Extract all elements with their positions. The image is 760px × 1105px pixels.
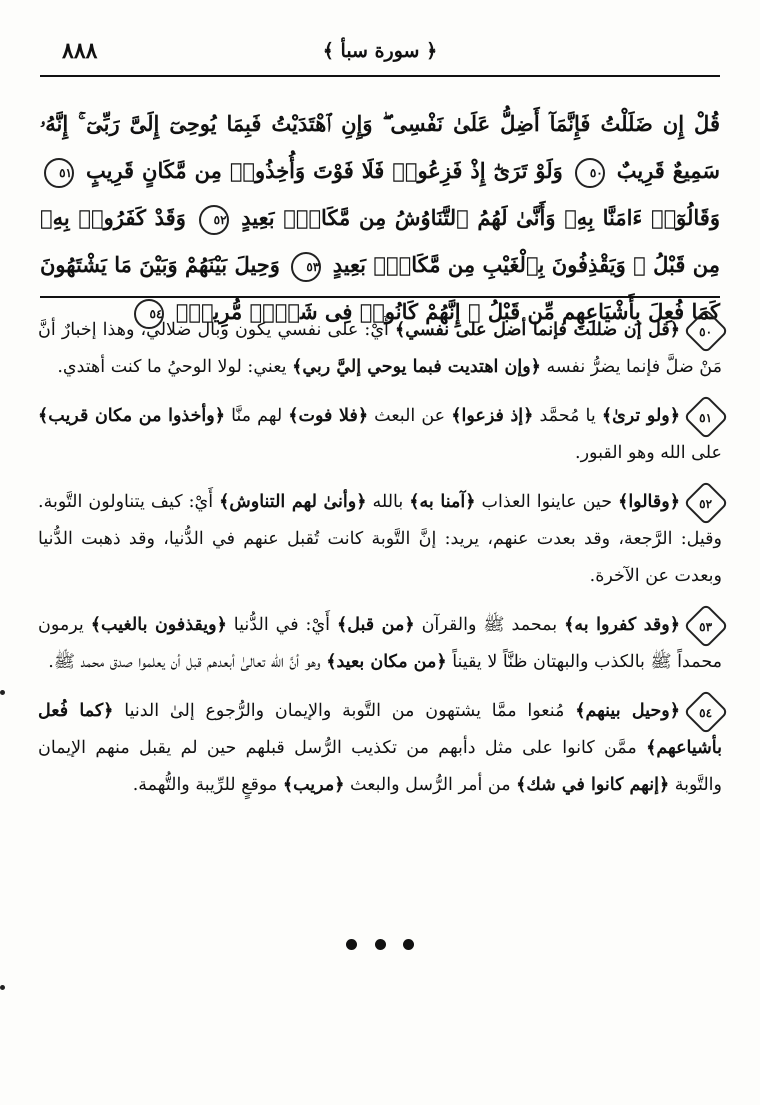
verse-50-marker: ٥٠ — [575, 158, 605, 188]
commentary-paragraph — [38, 693, 722, 804]
quoted-verse-phrase: ﴿وحيل بينهم﴾ — [575, 701, 680, 721]
commentary-text: وهو أنَّ الله تعالىٰ أبعدهم قبل أن يعلموا صدق محمد ﷺ. — [48, 652, 327, 672]
commentary-paragraph — [38, 607, 722, 681]
verse-number: ٥٠ — [698, 324, 712, 339]
quoted-verse-phrase: ﴿مريب﴾ — [282, 775, 345, 795]
quoted-verse-phrase: ﴿ويقذفون بالغيب﴾ — [90, 615, 227, 635]
ornament-dot — [403, 939, 414, 950]
page-number: ٨٨٨ — [62, 38, 98, 64]
commentary-text: من أمر الرُّسل والبعث — [344, 775, 517, 795]
commentary-text: بالله — [366, 492, 410, 512]
quoted-verse-phrase: ﴿آمنا به﴾ — [409, 492, 476, 512]
commentary-text: أَيْ: في الدُّنيا — [226, 615, 337, 635]
scan-speck — [0, 985, 5, 990]
commentary-section — [38, 312, 722, 816]
commentary-text: على الله وهو القبور. — [575, 443, 722, 463]
commentary-text: مُنعوا ممَّا يشتهون من التَّوبة والإيمان والرُّجوع إلىٰ الدنيا — [113, 701, 576, 721]
verse-number: ٥٢ — [698, 496, 712, 511]
quoted-verse-phrase: ﴿إذ فزعوا﴾ — [451, 406, 534, 426]
quoted-verse-phrase: ﴿فلا فوت﴾ — [288, 406, 369, 426]
commentary-text: بمحمد ﷺ والقرآن — [414, 615, 565, 635]
verse-number: ٥٣ — [698, 619, 712, 634]
commentary-text: حين عاينوا العذاب — [475, 492, 619, 512]
quoted-verse-phrase: ﴿إنهم كانوا في شك﴾ — [516, 775, 670, 795]
surah-title: ﴿ سورة سبأ ﴾ — [322, 40, 438, 62]
ornament-dot — [375, 939, 386, 950]
section-end-ornament — [0, 935, 760, 954]
quoted-verse-phrase: ﴿وقالوا﴾ — [618, 492, 680, 512]
verse-number-badge — [683, 603, 728, 648]
verse-54-text: وَحِيلَ بَيْنَهُمْ وَبَيْنَ مَا يَشْتَهُونَ كَمَا فُعِلَ بِأَشْيَاعِهِم مِّن قَبْلُ ۚ إِنَّهُمْ كَانُوا۟ فِى شَكٍّۭ مُّرِيبٍۭ — [40, 252, 720, 324]
quoted-verse-phrase: ﴿قل إن ضللت فإنما أضل على نفسي﴾ — [394, 320, 680, 340]
verse-number-badge — [683, 394, 728, 439]
verse-51-marker: ٥١ — [44, 158, 74, 188]
commentary-text: أَيْ: على نفسي يكون وبال ضلالي، وهذا إخبارٌ أنَّ مَنْ ضلَّ فإنما يضرُّ نفسه — [38, 320, 722, 377]
verse-52-marker: ٥٢ — [199, 205, 229, 235]
commentary-paragraph — [38, 398, 722, 472]
ornament-dot — [346, 939, 357, 950]
quoted-verse-phrase: ﴿من قبل﴾ — [337, 615, 415, 635]
quran-text-block — [40, 100, 720, 335]
verse-number: ٥٤ — [698, 705, 712, 720]
header-rule — [40, 75, 720, 77]
quoted-verse-phrase: ﴿وقد كفروا به﴾ — [564, 615, 680, 635]
quoted-verse-phrase: ﴿كما فُعل بأشياعهم﴾ — [38, 701, 722, 758]
quoted-verse-phrase: ﴿وأخذوا من مكان قريب﴾ — [38, 406, 225, 426]
verse-number-badge — [683, 308, 728, 353]
verse-52-text: وَقَالُوٓا۟ ءَامَنَّا بِهِۦ وَأَنَّىٰ لَهُمُ ٱلتَّنَاوُشُ مِن مَّكَانٍۭ بَعِيدٍ — [241, 205, 720, 230]
verse-number-badge — [683, 480, 728, 525]
verse-number: ٥١ — [698, 410, 712, 425]
quoted-verse-phrase: ﴿وأنىٰ لهم التناوش﴾ — [219, 492, 367, 512]
commentary-paragraph — [38, 312, 722, 386]
verse-54-marker: ٥٤ — [134, 299, 164, 329]
verse-51-text: وَلَوْ تَرَىٰٓ إِذْ فَزِعُوا۟ فَلَا فَوْتَ وَأُخِذُوا۟ مِن مَّكَانٍ قَرِيبٍ — [85, 158, 563, 183]
commentary-text: لهم منَّا — [224, 406, 289, 426]
verse-53-marker: ٥٣ — [291, 252, 321, 282]
scan-speck — [0, 690, 5, 695]
commentary-text: يا مُحمَّد — [533, 406, 602, 426]
commentary-text: يرمون محمداً ﷺ بالكذب والبهتان ظنَّاً لا يقيناً — [38, 615, 722, 672]
verse-50-text: قُلْ إِن ضَلَلْتُ فَإِنَّمَآ أَضِلُّ عَلَىٰ نَفْسِى ۖ وَإِنِ ٱهْتَدَيْتُ فَبِمَا يُوحِىٓ إِلَىَّ رَبِّىٓ ۚ إِنَّهُۥ سَمِيعٌ قَرِيبٌ — [40, 111, 721, 183]
quoted-verse-phrase: ﴿وإن اهتديت فبما يوحي إليَّ ربي﴾ — [292, 357, 541, 377]
quoted-verse-phrase: ﴿من مكان بعيد﴾ — [326, 652, 447, 672]
verse-53-text: وَقَدْ كَفَرُوا۟ بِهِۦ مِن قَبْلُ ۖ وَيَقْذِفُونَ بِٱلْغَيْبِ مِن مَّكَانٍۭ بَعِيدٍ — [40, 205, 720, 277]
commentary-text: موقعٍ للرِّيبة والتُّهمة. — [132, 775, 283, 795]
commentary-text: أَيْ: كيف يتناولون التَّوبة. وقيل: الرَّجعة، وقد بعدت عنهم، يريد: إنَّ التَّوبة كانت تُقبل عنهم في الدُّنيا، وقد ذهبت الدُّنيا وبعدت عن الآخرة. — [38, 492, 722, 586]
quoted-verse-phrase: ﴿ولو ترىٰ﴾ — [601, 406, 680, 426]
commentary-paragraph — [38, 484, 722, 595]
commentary-text: عن البعث — [368, 406, 452, 426]
commentary-text: يعني: لولا الوحيُ ما كنت أهتدي. — [57, 357, 293, 377]
page-header — [40, 28, 720, 68]
commentary-text: ممَّن كانوا على مثل دأبهم من تكذيب الرُّسل قبلهم حين لم يقبل منهم الإيمان والتَّوبة — [38, 738, 722, 795]
separator-rule — [40, 296, 720, 298]
verse-number-badge — [683, 689, 728, 734]
